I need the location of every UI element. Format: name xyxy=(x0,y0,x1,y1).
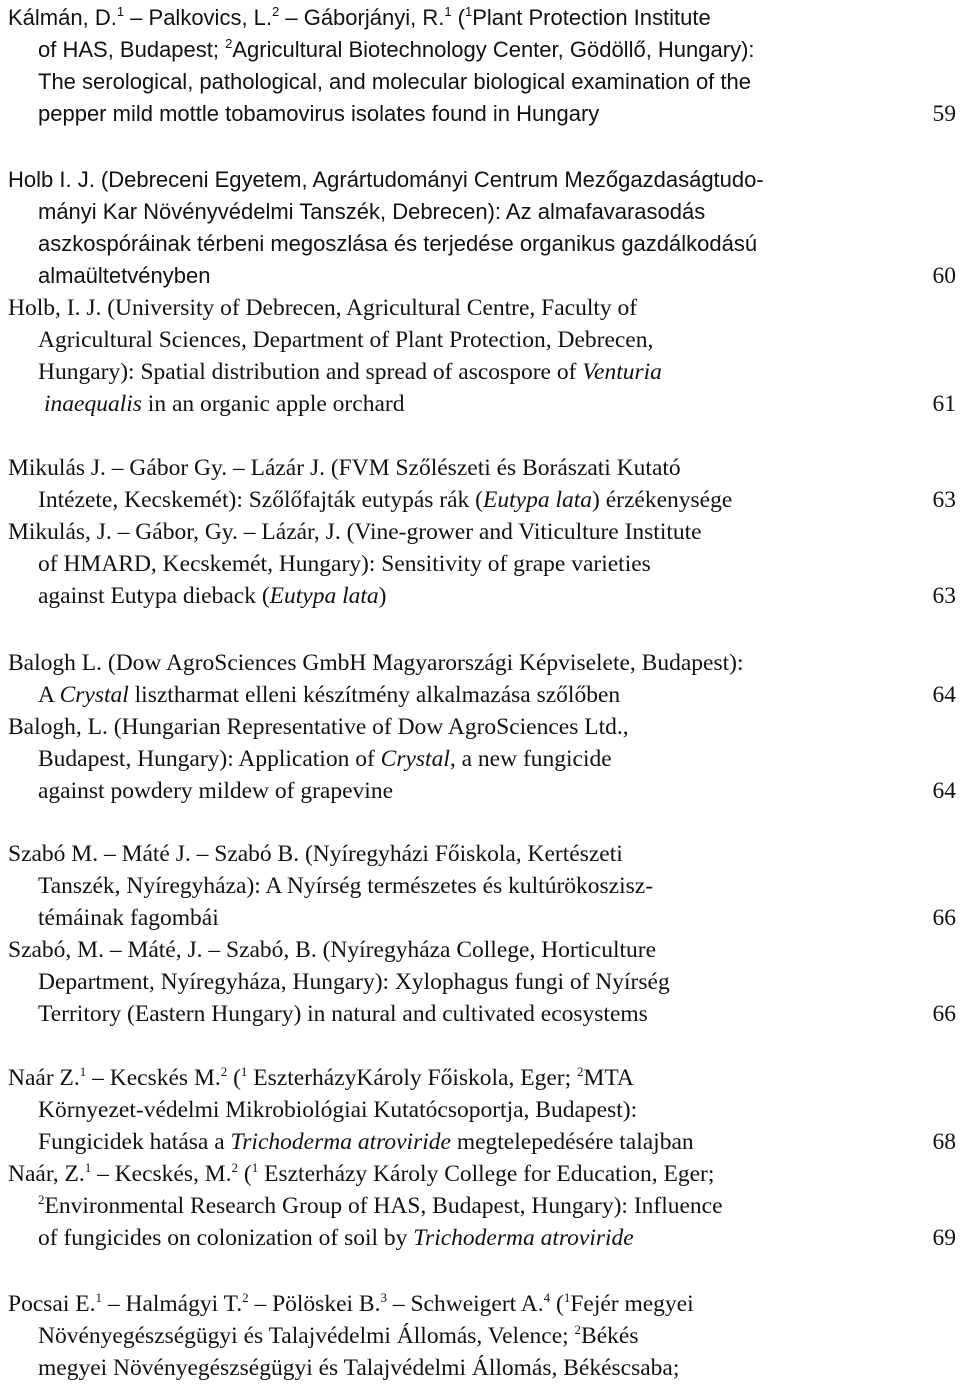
entry-text: Naár, Z.$^1$ – Kecskés, M.$^2$ ($^1$ Eszterházy Károly College for Education, Eger; xyxy=(8,1160,715,1187)
entry-line xyxy=(0,838,960,870)
entry-text: aszkospóráinak térbeni megoszlása és terjedése organikus gazdálkodású xyxy=(38,231,758,256)
entry-text: almaültetvényben xyxy=(38,263,211,288)
entry-text: Fungicidek hatása a Trichoderma atroviride megtelepedésére talajban xyxy=(38,1129,694,1155)
page-number: 59 xyxy=(932,101,956,127)
entry-text: $^2$Environmental Research Group of HAS, Budapest, Hungary): Influence xyxy=(38,1192,723,1219)
entry-line xyxy=(0,228,960,260)
entry-line xyxy=(0,484,960,516)
entry-text: Mikulás J. – Gábor Gy. – Lázár J. (FVM Szőlészeti és Borászati Kutató xyxy=(8,455,681,481)
entry-line xyxy=(0,66,960,98)
entry-line xyxy=(0,1352,960,1384)
entry-line xyxy=(0,934,960,966)
entry-text: Pocsai E.$^1$ – Halmágyi T.$^2$ – Pölöskei B.$^3$ – Schweigert A.$^4$ ($^1$Fejér megyei xyxy=(8,1290,694,1317)
entry-line xyxy=(0,34,960,66)
entry-line xyxy=(0,679,960,711)
entry-text: Tanszék, Nyíregyháza): A Nyírség természetes és kultúrökoszisz- xyxy=(38,873,654,899)
entry-line xyxy=(0,870,960,902)
entry-line xyxy=(0,1094,960,1126)
entry-text: Szabó M. – Máté J. – Szabó B. (Nyíregyházi Főiskola, Kertészeti xyxy=(8,841,623,867)
entry-line xyxy=(0,164,960,196)
entry-line xyxy=(0,260,960,292)
entry-line xyxy=(0,1222,960,1254)
entry-line xyxy=(0,324,960,356)
page-number: 61 xyxy=(932,391,956,417)
entry-text: Környezet-védelmi Mikrobiológiai Kutatócsoportja, Budapest): xyxy=(38,1097,638,1123)
entry-line xyxy=(0,1320,960,1352)
entry-text: Territory (Eastern Hungary) in natural and cultivated ecosystems xyxy=(38,1001,648,1027)
page-number: 68 xyxy=(932,1129,956,1155)
entry-line xyxy=(0,1158,960,1190)
entry-text: Holb, I. J. (University of Debrecen, Agricultural Centre, Faculty of xyxy=(8,295,638,321)
entry-text: of HAS, Budapest; $^2$Agricultural Biotechnology Center, Gödöllő, Hungary): xyxy=(38,36,755,62)
page-number: 64 xyxy=(932,682,956,708)
entry-text: Intézete, Kecskemét): Szőlőfajták eutypás rák (Eutypa lata) érzékenysége xyxy=(38,487,733,513)
entry-text: Holb I. J. (Debreceni Egyetem, Agrártudományi Centrum Mezőgazdaságtudo- xyxy=(8,167,764,192)
entry-text: Naár Z.$^1$ – Kecskés M.$^2$ ($^1$ EszterházyKároly Főiskola, Eger; $^2$MTA xyxy=(8,1064,634,1091)
entry-line xyxy=(0,516,960,548)
entry-text: of fungicides on colonization of soil by Trichoderma atroviride xyxy=(38,1225,634,1251)
entry-line xyxy=(0,548,960,580)
page-number: 63 xyxy=(932,487,956,513)
entry-text: The serological, pathological, and molecular biological examination of the xyxy=(38,69,751,94)
entry-line xyxy=(0,1062,960,1094)
page-number: 66 xyxy=(932,905,956,931)
entry-text: Növényegészségügyi és Talajvédelmi Állomás, Velence; $^2$Békés xyxy=(38,1322,639,1349)
entry-text: Kálmán, D.$^1$ – Palkovics, L.$^2$ – Gáborjányi, R.$^1$ ($^1$Plant Protection Institute xyxy=(8,4,711,30)
entry-text: inaequalis in an organic apple orchard xyxy=(44,391,405,417)
entry-text: Mikulás, J. – Gábor, Gy. – Lázár, J. (Vine-grower and Viticulture Institute xyxy=(8,519,702,545)
entry-line xyxy=(0,1288,960,1320)
entry-text: Hungary): Spatial distribution and spread of ascospore of Venturia xyxy=(38,359,662,385)
entry-line xyxy=(0,647,960,679)
entry-text: Budapest, Hungary): Application of Crystal, a new fungicide xyxy=(38,746,612,772)
entry-line xyxy=(0,998,960,1030)
entry-text: mányi Kar Növényvédelmi Tanszék, Debrecen): Az almafavarasodás xyxy=(38,199,706,224)
entry-text: against Eutypa dieback (Eutypa lata) xyxy=(38,583,387,609)
entry-text: megyei Növényegészségügyi és Talajvédelmi Állomás, Békéscsaba; xyxy=(38,1355,680,1381)
entry-line xyxy=(0,196,960,228)
entry-line xyxy=(0,743,960,775)
entry-line xyxy=(0,98,960,130)
entry-line xyxy=(0,966,960,998)
entry-line xyxy=(0,580,960,612)
entry-text: Szabó, M. – Máté, J. – Szabó, B. (Nyíregyháza College, Horticulture xyxy=(8,937,657,963)
entry-line xyxy=(0,356,960,388)
entry-text: Balogh L. (Dow AgroSciences GmbH Magyarországi Képviselete, Budapest): xyxy=(8,650,744,676)
page-number: 69 xyxy=(932,1225,956,1251)
entry-line xyxy=(0,452,960,484)
entry-text: Balogh, L. (Hungarian Representative of Dow AgroSciences Ltd., xyxy=(8,714,629,740)
page-number: 66 xyxy=(932,1001,956,1027)
entry-line xyxy=(0,292,960,324)
page-number: 64 xyxy=(932,778,956,804)
entry-line xyxy=(0,775,960,807)
entry-line xyxy=(0,1190,960,1222)
entry-text: témáinak fagombái xyxy=(38,905,219,931)
entry-line xyxy=(0,711,960,743)
entry-line xyxy=(0,1126,960,1158)
entry-text: pepper mild mottle tobamovirus isolates found in Hungary xyxy=(38,101,600,126)
entry-text: Agricultural Sciences, Department of Plant Protection, Debrecen, xyxy=(38,327,654,353)
entry-line xyxy=(0,2,960,34)
entry-line xyxy=(0,902,960,934)
entry-line xyxy=(0,388,960,420)
entry-text: A Crystal lisztharmat elleni készítmény alkalmazása szőlőben xyxy=(38,682,621,708)
page-number: 63 xyxy=(932,583,956,609)
page-number: 60 xyxy=(932,263,956,289)
entry-text: of HMARD, Kecskemét, Hungary): Sensitivity of grape varieties xyxy=(38,551,651,577)
entry-text: against powdery mildew of grapevine xyxy=(38,778,394,804)
entry-text: Department, Nyíregyháza, Hungary): Xylophagus fungi of Nyírség xyxy=(38,969,670,995)
